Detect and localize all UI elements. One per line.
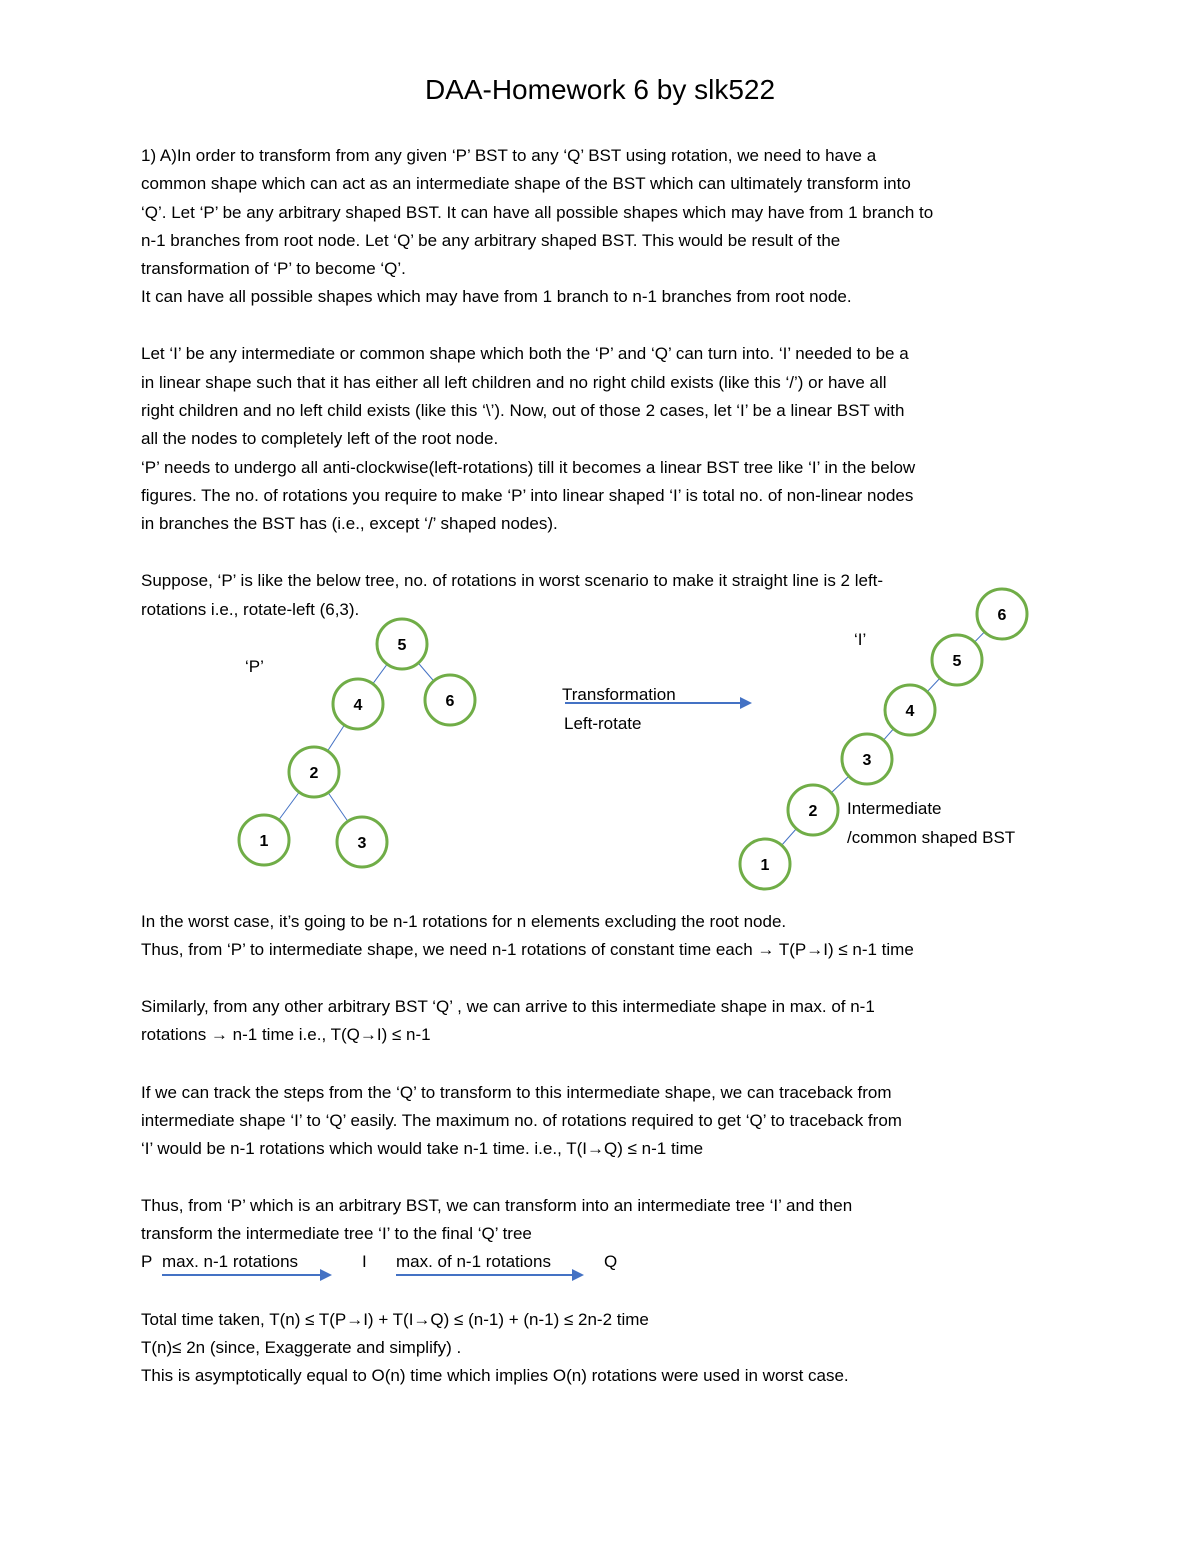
arrow-head — [572, 1269, 584, 1281]
paragraph-line: rotations i.e., rotate-left (6,3). — [141, 600, 360, 619]
paragraph-line: T(n)≤ 2n (since, Exaggerate and simplify) . — [141, 1338, 462, 1357]
flow-q: Q — [604, 1252, 618, 1271]
i-tree-node — [740, 839, 790, 889]
svg-text:4: 4 — [353, 697, 363, 714]
p-tree-node — [239, 815, 289, 865]
flow-p: P — [141, 1252, 153, 1271]
paragraph-line: figures. The no. of rotations you require to make ‘P’ into linear shaped ‘I’ is total no. of non-linear nodes — [141, 486, 914, 505]
paragraph-line: Thus, from ‘P’ to intermediate shape, we need n-1 rotations of constant time each → T(P→I) ≤ n-1 time — [141, 940, 914, 959]
flow-step-2: max. of n-1 rotations — [396, 1252, 551, 1271]
paragraph-line: in branches the BST has (i.e., except ‘/’ shaped nodes). — [141, 514, 558, 533]
paragraph-line: This is asymptotically equal to O(n) time which implies O(n) rotations were used in worst case. — [141, 1366, 849, 1385]
paragraph-line: If we can track the steps from the ‘Q’ to transform to this intermediate shape, we can traceback from — [141, 1083, 892, 1102]
p-tree-node — [289, 747, 339, 797]
i-tree-node — [788, 785, 838, 835]
svg-text:6: 6 — [445, 693, 455, 710]
paragraph-line: intermediate shape ‘I’ to ‘Q’ easily. The maximum no. of rotations required to get ‘Q’ to traceback from — [141, 1111, 902, 1130]
arrow-head — [740, 697, 752, 709]
p-tree-node — [377, 619, 427, 669]
paragraph-line: Thus, from ‘P’ which is an arbitrary BST, we can transform into an intermediate tree ‘I’ and then — [141, 1196, 853, 1215]
paragraph-line: Let ‘I’ be any intermediate or common shape which both the ‘P’ and ‘Q’ can turn into. ‘I’ needed to be a — [141, 344, 909, 363]
svg-text:5: 5 — [952, 653, 962, 670]
intermediate-label: /common shaped BST — [847, 828, 1016, 847]
paragraph-line: n-1 branches from root node. Let ‘Q’ be any arbitrary shaped BST. This would be result of the — [141, 231, 841, 250]
svg-text:2: 2 — [808, 803, 818, 820]
svg-text:1: 1 — [760, 857, 770, 874]
paragraph-line: 1) A)In order to transform from any given ‘P’ BST to any ‘Q’ BST using rotation, we need to have a — [141, 146, 877, 165]
i-tree-node — [977, 589, 1027, 639]
flow-i: I — [362, 1252, 367, 1271]
paragraph-line: ‘Q’. Let ‘P’ be any arbitrary shaped BST. It can have all possible shapes which may have from 1 branch to — [141, 203, 934, 222]
paragraph-line: Suppose, ‘P’ is like the below tree, no. of rotations in worst scenario to make it straight line is 2 left- — [141, 571, 884, 590]
page-title: DAA-Homework 6 by slk522 — [424, 74, 776, 105]
intermediate-label: Intermediate — [847, 799, 942, 818]
paragraph-line: ‘P’ needs to undergo all anti-clockwise(left-rotations) till it becomes a linear BST tree like ‘I’ in the below — [141, 458, 916, 477]
svg-text:5: 5 — [397, 637, 407, 654]
paragraph-line: Similarly, from any other arbitrary BST ‘Q’ , we can arrive to this intermediate shape in max. of n-1 — [141, 997, 875, 1016]
svg-text:4: 4 — [905, 703, 915, 720]
p-tree-node — [337, 817, 387, 867]
svg-text:3: 3 — [357, 835, 367, 852]
left-rotate-label: Left-rotate — [564, 714, 642, 733]
paragraph-line: right children and no left child exists (like this ‘\’). Now, out of those 2 cases, let ‘I’ be a linear BST with — [141, 401, 905, 420]
svg-text:3: 3 — [862, 752, 872, 769]
paragraph-line: transform the intermediate tree ‘I’ to the final ‘Q’ tree — [141, 1224, 532, 1243]
paragraph-line: transformation of ‘P’ to become ‘Q’. — [141, 259, 406, 278]
paragraph-line: ‘I’ would be n-1 rotations which would take n-1 time. i.e., T(I→Q) ≤ n-1 time — [141, 1139, 704, 1158]
svg-text:6: 6 — [997, 607, 1007, 624]
transformation-label: Transformation — [562, 685, 676, 704]
p-tree-label: ‘P’ — [245, 657, 264, 676]
p-tree-node — [333, 679, 383, 729]
paragraph-line: Total time taken, T(n) ≤ T(P→I) + T(I→Q) ≤ (n-1) + (n-1) ≤ 2n-2 time — [141, 1310, 649, 1329]
svg-text:1: 1 — [259, 833, 269, 850]
flow-step-1: max. n-1 rotations — [162, 1252, 299, 1271]
i-tree-label: ‘I’ — [854, 630, 867, 649]
i-tree-node — [932, 635, 982, 685]
p-tree-node — [425, 675, 475, 725]
paragraph-line: all the nodes to completely left of the root node. — [141, 429, 499, 448]
svg-text:2: 2 — [309, 765, 319, 782]
i-tree-node — [842, 734, 892, 784]
paragraph-line: It can have all possible shapes which may have from 1 branch to n-1 branches from root node. — [141, 287, 852, 306]
i-tree-node — [885, 685, 935, 735]
paragraph-line: rotations → n-1 time i.e., T(Q→I) ≤ n-1 — [141, 1025, 431, 1044]
arrow-head — [320, 1269, 332, 1281]
paragraph-line: In the worst case, it’s going to be n-1 rotations for n elements excluding the root node. — [141, 912, 787, 931]
paragraph-line: in linear shape such that it has either all left children and no right child exists (like this ‘/’) or have all — [141, 373, 887, 392]
paragraph-line: common shape which can act as an intermediate shape of the BST which can ultimately transform into — [141, 174, 911, 193]
